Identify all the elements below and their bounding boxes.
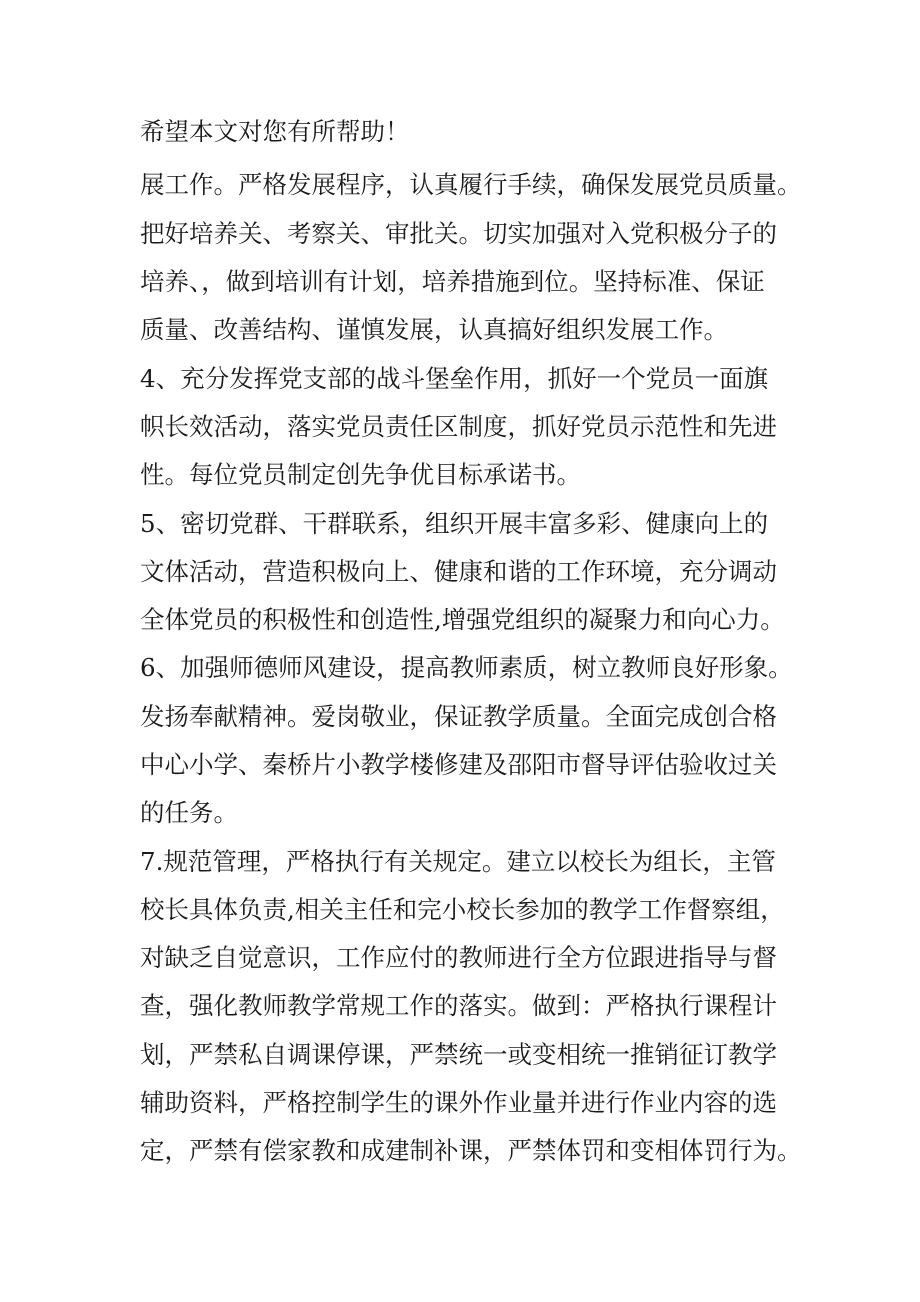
text-line: 培养、，做到培训有计划，培养措施到位。坚持标准、保证 [140,267,765,296]
text-line: 把好培养关、考察关、审批关。切实加强对入党积极分子的 [140,219,777,248]
text-line: 全体党员的积极性和创造性,增强党组织的凝聚力和向心力。 [140,605,785,634]
text-line: 辅助资料，严格控制学生的课外作业量并进行作业内容的选 [140,1088,777,1117]
text-line: 6、加强师德师风建设，提高教师素质，树立教师良好形象。 [140,653,793,682]
text-line: 定，严禁有偿家教和成建制补课，严禁体罚和变相体罚行为。 [140,1136,802,1165]
text-line: 发扬奉献精神。爱岗敬业，保证教学质量。全面完成创合格 [140,702,777,731]
text-line: 帜长效活动，落实党员责任区制度，抓好党员示范性和先进 [140,412,777,441]
text-line: 展工作。严格发展程序，认真履行手续，确保发展党员质量。 [140,170,802,199]
text-line: 希望本文对您有所帮助！ [140,117,410,146]
text-line: 查，强化教师教学常规工作的落实。做到：严格执行课程计 [140,991,777,1020]
text-line: 划，严禁私自调课停课，严禁统一或变相统一推销征订教学 [140,1040,777,1069]
text-line: 中心小学、秦桥片小教学楼修建及邵阳市督导评估验收过关 [140,750,777,779]
text-line: 校长具体负责,相关主任和完小校长参加的教学工作督察组， [140,895,785,924]
text-line: 文体活动，营造积极向上、健康和谐的工作环境，充分调动 [140,557,777,586]
text-line: 7.规范管理，严格执行有关规定。建立以校长为组长，主管 [140,847,776,876]
text-line: 的任务。 [140,798,238,827]
text-line: 质量、改善结构、谨慎发展，认真搞好组织发展工作。 [140,315,728,344]
text-line: 性。每位党员制定创先争优目标承诺书。 [140,460,581,489]
text-line: 对缺乏自觉意识，工作应付的教师进行全方位跟进指导与督 [140,943,777,972]
text-line: 4、充分发挥党支部的战斗堡垒作用，抓好一个党员一面旗 [140,364,769,393]
text-line: 5、密切党群、干群联系，组织开展丰富多彩、健康向上的 [140,509,769,538]
